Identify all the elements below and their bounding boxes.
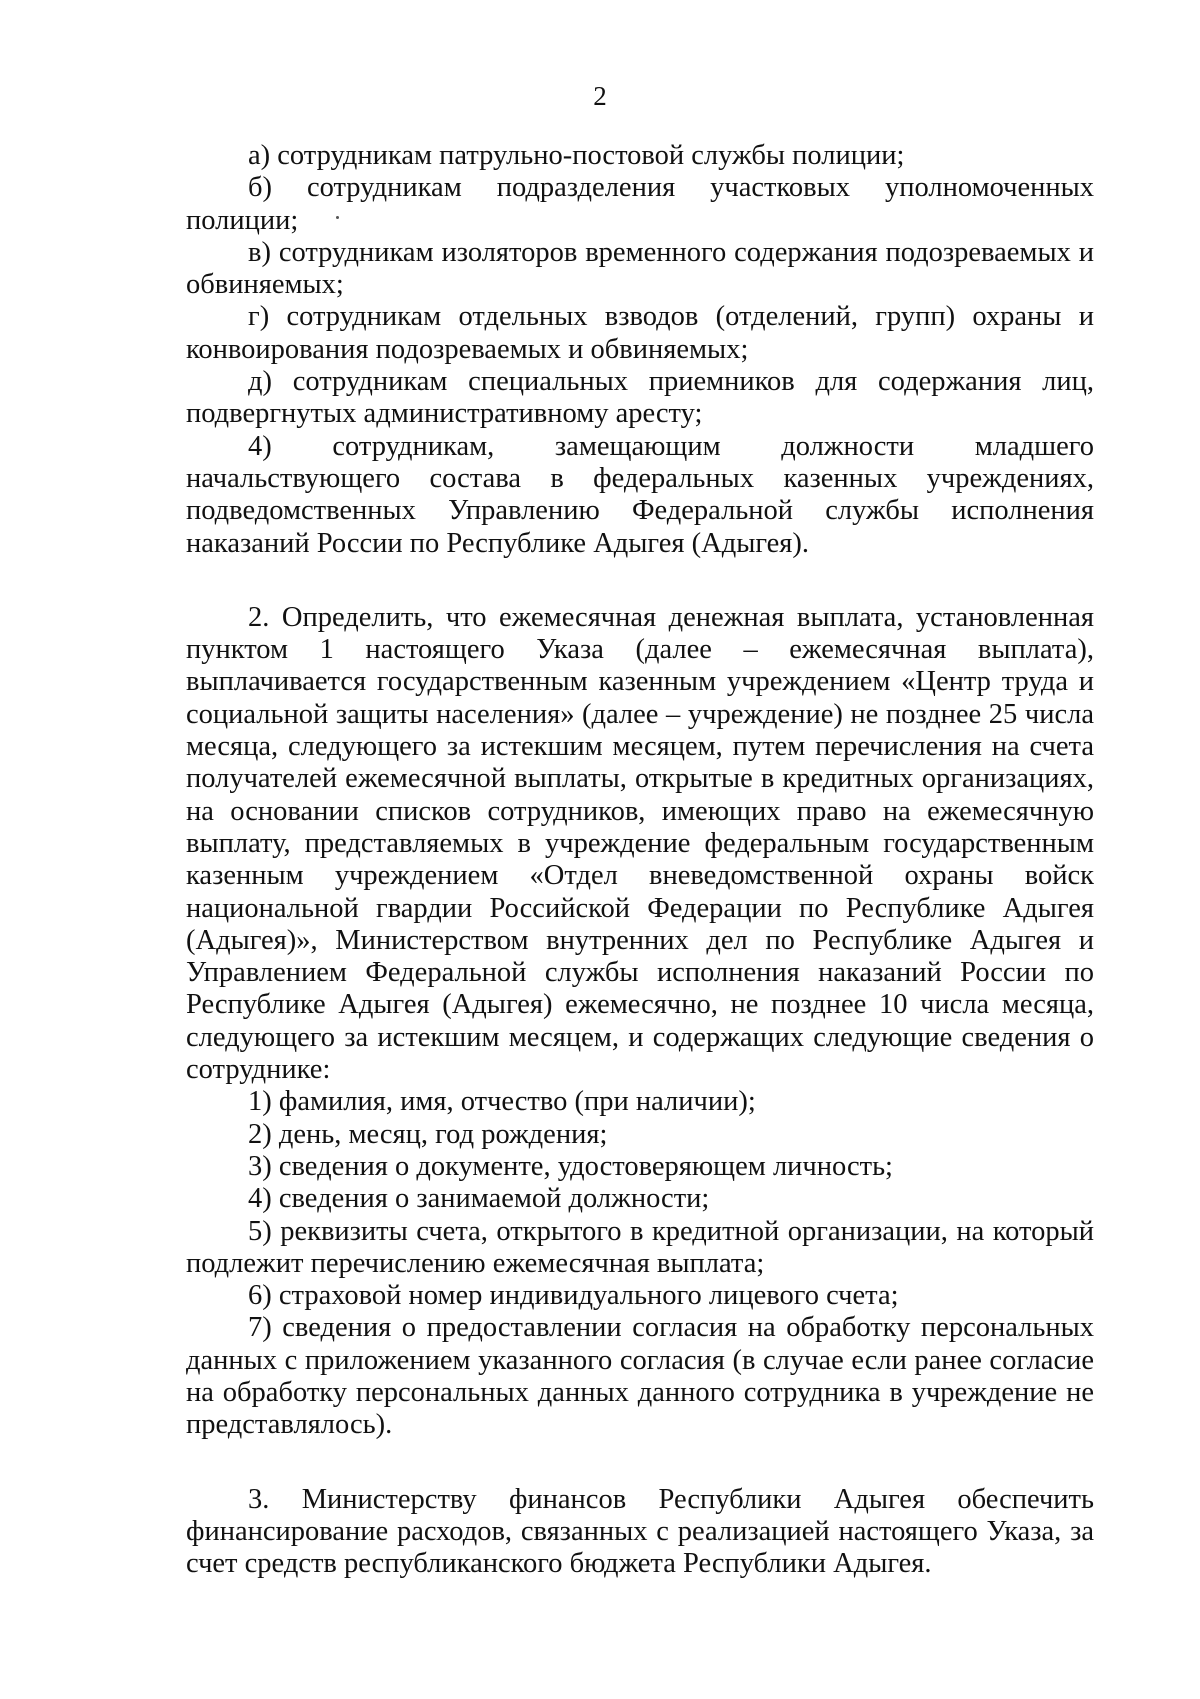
paragraph-2-item-1: 1) фамилия, имя, отчество (при наличии); [248,1086,756,1118]
paragraph-2-item-5: 5) реквизиты счета, открытого в кредитной организации, на который подлежит перечислению ежемесячная выплата; [186,1215,1094,1279]
subitem-d: д) сотрудникам специальных приемников для содержания лиц, подвергнутых административному аресту; [186,366,1094,430]
paragraph-2-item-6: 6) страховой номер индивидуального лицевого счета; [248,1280,899,1312]
paragraph-2-item-7: 7) сведения о предоставлении согласия на обработку персональных данных с приложением указанного согласия (в случае если ранее согласие на обработку персональных данных данного сотрудника в учреждение не представлялось). [186,1312,1094,1441]
paragraph-2: 2. Определить, что ежемесячная денежная выплата, установленная пунктом 1 настоящего Указа (далее – ежемесячная выплата), выплачивается государственным казенным учреждением «Центр труда и социальной защиты населения» (далее – учреждение) не позднее 25 числа месяца, следующего за истекшим месяцем, путем перечисления на счета получателей ежемесячной выплаты, открытые в кредитных организациях, на основании списков сотрудников, имеющих право на ежемесячную выплату, представляемых в учреждение федеральным государственным казенным учреждением «Отдел вневедомственной охраны войск национальной гвардии Российской Федерации по Республике Адыгея (Адыгея)», Министерством внутренних дел по Республике Адыгея и Управлением Федеральной службы исполнения наказаний России по Республике Адыгея (Адыгея) ежемесячно, не позднее 10 числа месяца, следующего за истекшим месяцем, и содержащих следующие сведения о сотруднике: [186,601,1094,1086]
subitem-a: а) сотрудникам патрульно-постовой службы полиции; [248,140,905,171]
paragraph-2-item-4: 4) сведения о занимаемой должности; [248,1183,710,1215]
paragraph-3: 3. Министерству финансов Республики Адыгея обеспечить финансирование расходов, связанных с реализацией настоящего Указа, за счет средств республиканского бюджета Республики Адыгея. [186,1483,1094,1580]
page-number: 2 [593,81,607,111]
subitem-v: в) сотрудникам изоляторов временного содержания подозреваемых и обвиняемых; [186,236,1094,301]
paragraph-gap [186,1442,1094,1484]
paragraph-gap [186,560,1094,602]
item-4: 4) сотрудникам, замещающим должности младшего начальствующего состава в федеральных казенных учреждениях, подведомственных Управлению Федеральной службы исполнения наказаний России по Республике Адыгея (Адыгея). [186,430,1094,559]
paragraph-2-item-3: 3) сведения о документе, удостоверяющем личность; [248,1150,893,1182]
document-body [186,140,1094,1580]
subitem-g: г) сотрудникам отдельных взводов (отделений, групп) охраны и конвоирования подозреваемых и обвиняемых; [186,301,1094,365]
subitem-b: б) сотрудникам подразделения участковых уполномоченных полиции; [186,172,1094,236]
paragraph-2-item-2: 2) день, месяц, год рождения; [248,1118,608,1150]
